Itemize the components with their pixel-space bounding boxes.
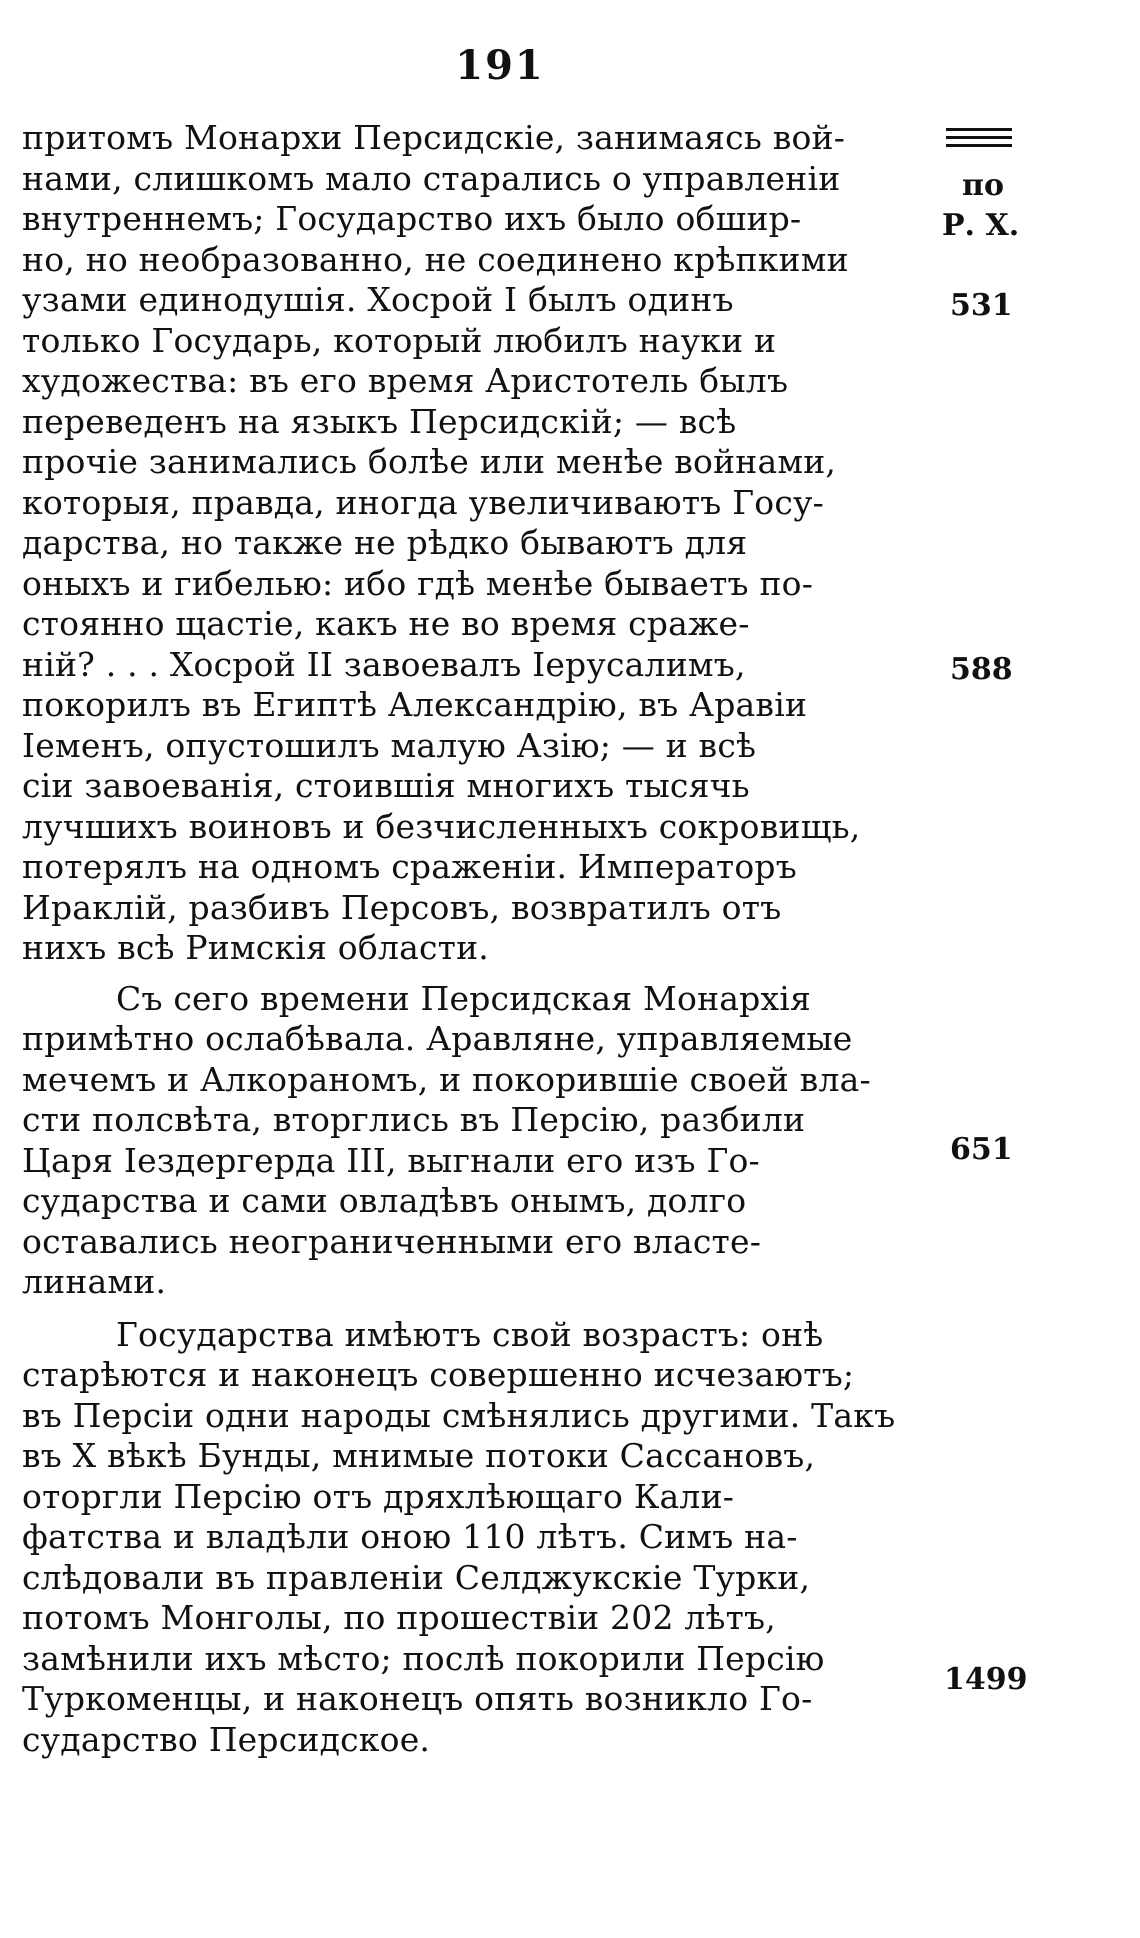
text-line: въ X вѣкѣ Бунды, мнимые потоки Сассановъ, [22, 1436, 816, 1475]
margin-note-651: 651 [950, 1132, 1013, 1167]
text-line: Іеменъ, опустошилъ малую Азію; — и всѣ [22, 725, 757, 765]
text-line: мечемъ и Алкораномъ, и покорившіе своей вла- [22, 1059, 871, 1099]
page-number: 191 [455, 42, 545, 89]
text-line: нихъ всѣ Римскія области. [22, 928, 489, 967]
text-line: прочіе занимались болѣе или менѣе войнами, [22, 442, 837, 481]
paragraph-2 [22, 979, 922, 1303]
text-line: лучшихъ воиновъ и безчисленныхъ сокровищь, [22, 806, 861, 846]
text-line: Государства имѣютъ свой возрастъ: онѣ [116, 1314, 824, 1354]
margin-rule [946, 128, 1012, 131]
margin-note-rx: Р. Х. [942, 208, 1020, 243]
text-column [22, 118, 922, 1760]
text-line: слѣдовали въ правленіи Селджукскіе Турки, [22, 1557, 811, 1597]
paragraph-3 [22, 1315, 922, 1761]
text-line: замѣнили ихъ мѣсто; послѣ покорили Персію [22, 1638, 825, 1678]
paragraph-1 [22, 118, 922, 969]
text-line: узами единодушія. Хосрой I былъ одинъ [22, 280, 734, 319]
text-line: оставались неограниченными его властe- [22, 1221, 762, 1261]
margin-note-588: 588 [950, 652, 1013, 687]
text-line: покорилъ въ Египтѣ Александрію, въ Аравіи [22, 685, 808, 724]
text-line: оторгли Персію отъ дряхлѣющаго Кали- [22, 1476, 735, 1516]
margin-note-1499: 1499 [944, 1662, 1028, 1697]
text-line: въ Персіи одни народы смѣнялись другими. Такъ [22, 1395, 896, 1435]
text-line: стоянно щастіе, какъ не во время сраже- [22, 604, 750, 643]
margin-rule [946, 144, 1012, 147]
text-line: старѣются и наконецъ совершенно исчезаютъ; [22, 1355, 855, 1394]
text-line: фатства и владѣли оною 110 лѣтъ. Симъ на- [22, 1517, 798, 1556]
text-line: сти полсвѣта, вторглись въ Персію, разбили [22, 1100, 806, 1139]
text-line: сударство Персидское. [22, 1719, 431, 1759]
text-line: притомъ Монархи Персидскіе, занимаясь вой- [22, 118, 846, 157]
text-line: оныхъ и гибелью: ибо гдѣ менѣе бываетъ по- [22, 563, 814, 603]
text-line: потерялъ на одномъ сраженіи. Императоръ [22, 847, 797, 886]
text-line: нами, слишкомъ мало старались о управленіи [22, 158, 841, 198]
text-line: художества: въ его время Аристотель былъ [22, 361, 789, 400]
text-line: потомъ Монголы, по прошествіи 202 лѣтъ, [22, 1598, 776, 1637]
margin-rule [946, 136, 1012, 139]
text-line: линами. [22, 1262, 167, 1301]
text-line: внутреннемъ; Государство ихъ было обшир- [22, 199, 802, 238]
text-line: примѣтно ослабѣвала. Аравляне, управляемые [22, 1019, 853, 1058]
text-line: ній? . . . Хосрой II завоевалъ Іерусалимъ, [22, 644, 746, 684]
text-line: Царя Іездергерда III, выгнали его изъ Го- [22, 1140, 760, 1180]
text-line: дарства, но также не рѣдко бываютъ для [22, 523, 748, 562]
text-line: сіи завоеванія, стоившія многихъ тысячь [22, 766, 750, 805]
text-line: Туркоменцы, и наконецъ опять возникло Го- [22, 1679, 813, 1718]
text-line: переведенъ на языкъ Персидскій; — всѣ [22, 401, 737, 441]
text-line: которыя, правда, иногда увеличиваютъ Госу- [22, 482, 824, 522]
text-line: но, но необразованно, не соединено крѣпкими [22, 239, 849, 279]
text-line: только Государь, который любилъ науки и [22, 320, 777, 360]
text-line: сударства и сами овладѣвъ онымъ, долго [22, 1181, 747, 1220]
margin-note-531: 531 [950, 288, 1013, 323]
margin-note-po: по [962, 168, 1004, 203]
text-line: Ираклій, разбивъ Персовъ, возвратилъ отъ [22, 887, 782, 927]
text-line: Съ сего времени Персидская Монархія [116, 978, 812, 1018]
